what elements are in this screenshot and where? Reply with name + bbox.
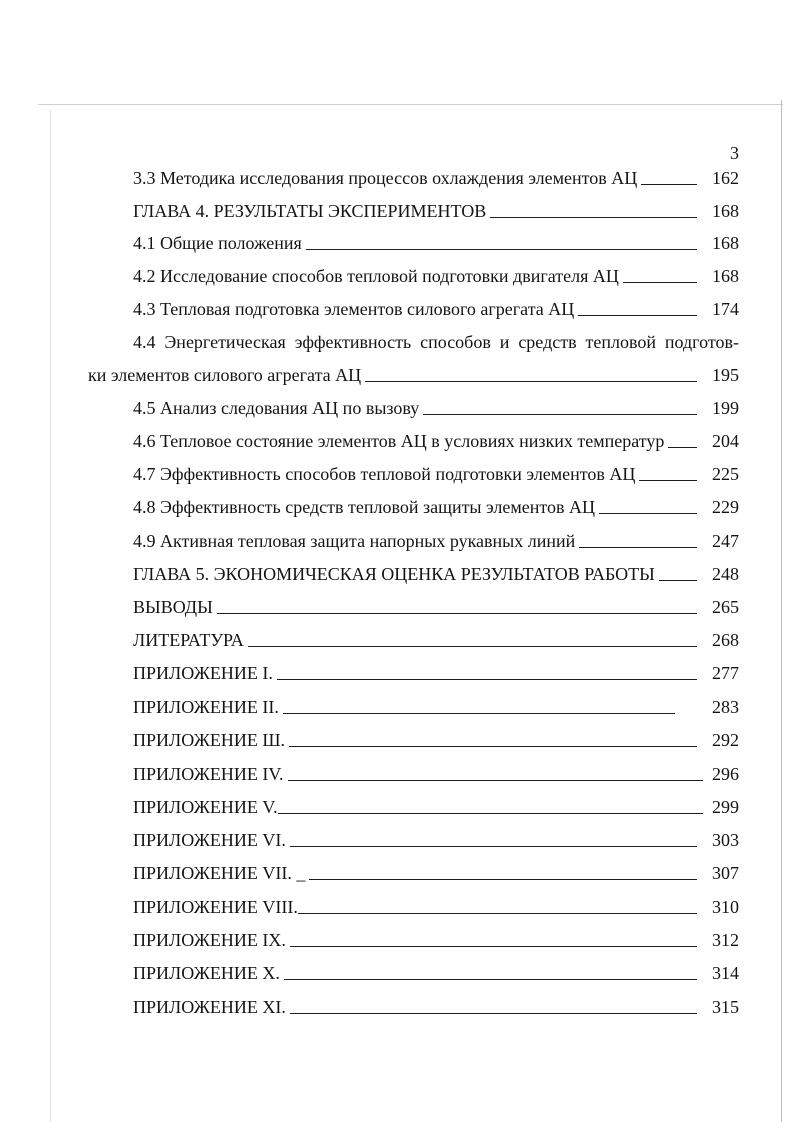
toc-leader <box>306 249 697 250</box>
toc-entry <box>133 199 739 223</box>
toc-entry-page: 283 <box>712 697 739 717</box>
toc-entry <box>133 995 739 1019</box>
toc-entry-label: 4.1 Общие положения <box>133 233 302 253</box>
toc-entry-label: 4.7 Эффективность способов тепловой подготовки элементов АЦ <box>133 464 636 484</box>
toc-entry-page: 247 <box>712 531 739 551</box>
toc-leader <box>290 1013 697 1014</box>
toc-leader <box>289 746 697 747</box>
toc-entry-label-line2: ки элементов силового агрегата АЦ <box>88 365 362 385</box>
toc-entry <box>133 166 739 190</box>
toc-entry-page: 265 <box>712 597 739 617</box>
toc-entry <box>133 396 739 420</box>
toc-entry-label: ВЫВОДЫ <box>133 597 213 617</box>
toc-entry-label: 4.8 Эффективность средств тепловой защиты элементов АЦ <box>133 497 596 517</box>
toc-leader <box>579 547 697 548</box>
toc-entry-page: 199 <box>712 398 739 418</box>
toc-entry-label-line1: 4.4 Энергетическая эффективность способов и средств тепловой подготов- <box>133 332 739 352</box>
toc-entry-page: 168 <box>712 201 739 221</box>
toc-entry-page: 310 <box>712 897 739 917</box>
toc-entry-label: ПРИЛОЖЕНИЕ VII. _ <box>133 863 306 883</box>
toc-leader <box>298 913 697 914</box>
toc-entry-label: ЛИТЕРАТУРА <box>133 630 244 650</box>
toc-entry <box>133 861 739 885</box>
scan-edge-top <box>38 104 783 105</box>
toc-leader <box>490 217 697 218</box>
toc-entry-page: 312 <box>712 930 739 950</box>
toc-entry <box>133 695 739 719</box>
toc-entry-label: 3.3 Методика исследования процессов охлаждения элементов АЦ <box>133 168 638 188</box>
toc-entry-label: ПРИЛОЖЕНИЕ I. <box>133 663 273 683</box>
toc-entry-page: 314 <box>712 963 739 983</box>
toc-entry-page: 229 <box>712 497 739 517</box>
toc-leader <box>423 414 697 415</box>
toc-entry-page: 303 <box>712 830 739 850</box>
toc-entry <box>133 297 739 321</box>
toc-entry <box>133 661 739 685</box>
toc-leader <box>639 480 697 481</box>
toc-entry <box>133 562 739 586</box>
toc-entry-label: 4.3 Тепловая подготовка элементов силового агрегата АЦ <box>133 299 575 319</box>
toc-leader <box>599 513 697 514</box>
toc-leader <box>248 646 697 647</box>
toc-entry-page: 277 <box>712 663 739 683</box>
toc-entry-label: ГЛАВА 5. ЭКОНОМИЧЕСКАЯ ОЦЕНКА РЕЗУЛЬТАТОВ РАБОТЫ <box>133 564 655 584</box>
page-number: 3 <box>730 143 739 163</box>
toc-entry-label: ПРИЛОЖЕНИЕ X. <box>133 963 280 983</box>
toc-entry-page: 168 <box>712 233 739 253</box>
toc-entry-label: ПРИЛОЖЕНИЕ IX. <box>133 930 286 950</box>
toc-entry-label: 4.9 Активная тепловая защита напорных рукавных линий <box>133 531 576 551</box>
toc-entry <box>133 495 739 519</box>
scan-edge-left <box>50 110 51 1122</box>
toc-entry <box>133 429 739 453</box>
toc-leader <box>578 315 697 316</box>
toc-entry-label: ПРИЛОЖЕНИЕ Ш. <box>133 730 286 750</box>
toc-entry-label: ПРИЛОЖЕНИЕ VIII. <box>133 897 298 917</box>
toc-entry-page: 195 <box>712 365 739 385</box>
toc-entry-page: 174 <box>712 299 739 319</box>
toc-entry-page: 299 <box>712 797 739 817</box>
toc-entry <box>133 728 739 752</box>
toc-entry <box>133 928 739 952</box>
toc-entry-label: 4.6 Тепловое состояние элементов АЦ в условиях низких температур <box>133 431 665 451</box>
toc-entry-page: 204 <box>712 431 739 451</box>
toc-entry <box>133 264 739 288</box>
toc-entry-label: ПРИЛОЖЕНИЕ II. <box>133 697 279 717</box>
toc-entry-page: 162 <box>712 168 739 188</box>
toc-entry <box>88 363 739 387</box>
toc-leader <box>623 282 697 283</box>
toc-leader <box>278 813 703 814</box>
toc-leader <box>217 613 697 614</box>
toc-entry-page: 315 <box>712 997 739 1017</box>
toc-leader <box>288 780 703 781</box>
toc-entry <box>133 795 739 819</box>
toc-entry-label: ПРИЛОЖЕНИЕ XI. <box>133 997 286 1017</box>
toc-entry-page: 268 <box>712 630 739 650</box>
toc-entry <box>133 231 739 255</box>
toc-leader <box>659 580 697 581</box>
toc-leader <box>277 679 697 680</box>
toc-entry-label: ПРИЛОЖЕНИЕ V. <box>133 797 278 817</box>
toc-entry-page: 248 <box>712 564 739 584</box>
toc-leader <box>283 713 675 714</box>
toc-entry-page: 296 <box>712 764 739 784</box>
toc-entry <box>133 961 739 985</box>
toc-entry-label: ГЛАВА 4. РЕЗУЛЬТАТЫ ЭКСПЕРИМЕНТОВ <box>133 201 487 221</box>
toc-entry-page: 225 <box>712 464 739 484</box>
toc-leader <box>365 381 697 382</box>
toc-entry-label: 4.5 Анализ следования АЦ по вызову <box>133 398 420 418</box>
toc-leader <box>309 879 697 880</box>
toc-leader <box>668 447 697 448</box>
toc-entry-label: ПРИЛОЖЕНИЕ VI. <box>133 830 286 850</box>
toc-entry <box>133 529 739 553</box>
toc-leader <box>284 979 697 980</box>
toc-entry-label: ПРИЛОЖЕНИЕ IV. <box>133 764 284 784</box>
toc-entry-page: 168 <box>712 266 739 286</box>
toc-entry <box>133 895 739 919</box>
scan-edge-right <box>781 100 782 1122</box>
toc-entry <box>133 828 739 852</box>
toc-entry <box>133 595 739 619</box>
toc-entry <box>133 462 739 486</box>
toc-entry-page: 292 <box>712 730 739 750</box>
toc-entry-label: 4.2 Исследование способов тепловой подготовки двигателя АЦ <box>133 266 619 286</box>
toc-entry <box>133 762 739 786</box>
toc-leader <box>641 184 697 185</box>
toc-leader <box>290 946 697 947</box>
toc-leader <box>290 846 697 847</box>
toc-entry <box>133 628 739 652</box>
toc-entry-page: 307 <box>712 863 739 883</box>
